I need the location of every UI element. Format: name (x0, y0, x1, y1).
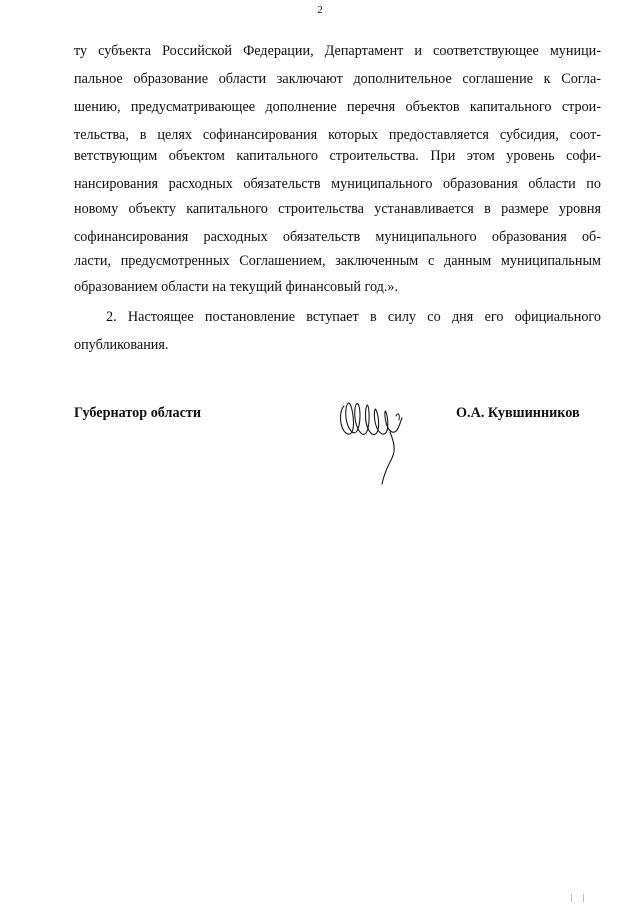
body-line: тельства, в целях софинансирования которых предоставляется субсидия, соот- (74, 127, 601, 143)
body-line: образованием области на текущий финансовый год.». (74, 279, 399, 295)
body-line: софинансирования расходных обязательств муниципального образования об- (74, 229, 601, 245)
body-line: новому объекту капитального строительства устанавливается в размере уровня (74, 201, 601, 217)
body-line: ласти, предусмотренных Соглашением, заключенным с данным муниципальным (74, 253, 601, 269)
handwritten-signature (336, 392, 410, 488)
body-line: шению, предусматривающее дополнение перечня объектов капитального строи- (74, 99, 601, 115)
corner-mark: | | (571, 893, 589, 902)
page-number: 2 (317, 4, 323, 16)
body-line: ветствующим объектом капитального строительства. При этом уровень софи- (74, 148, 601, 164)
signatory-title: Губернатор области (74, 405, 202, 421)
paragraph-line: опубликования. (74, 337, 169, 353)
paragraph-line: 2. Настоящее постановление вступает в силу со дня его официального (106, 309, 601, 325)
signatory-name: О.А. Кувшинников (456, 405, 580, 421)
body-line: нансирования расходных обязательств муниципального образования области по (74, 176, 601, 192)
body-line: пальное образование области заключают дополнительное соглашение к Согла- (74, 71, 601, 87)
body-line: ту субъекта Российской Федерации, Департамент и соответствующее муници- (74, 43, 601, 59)
